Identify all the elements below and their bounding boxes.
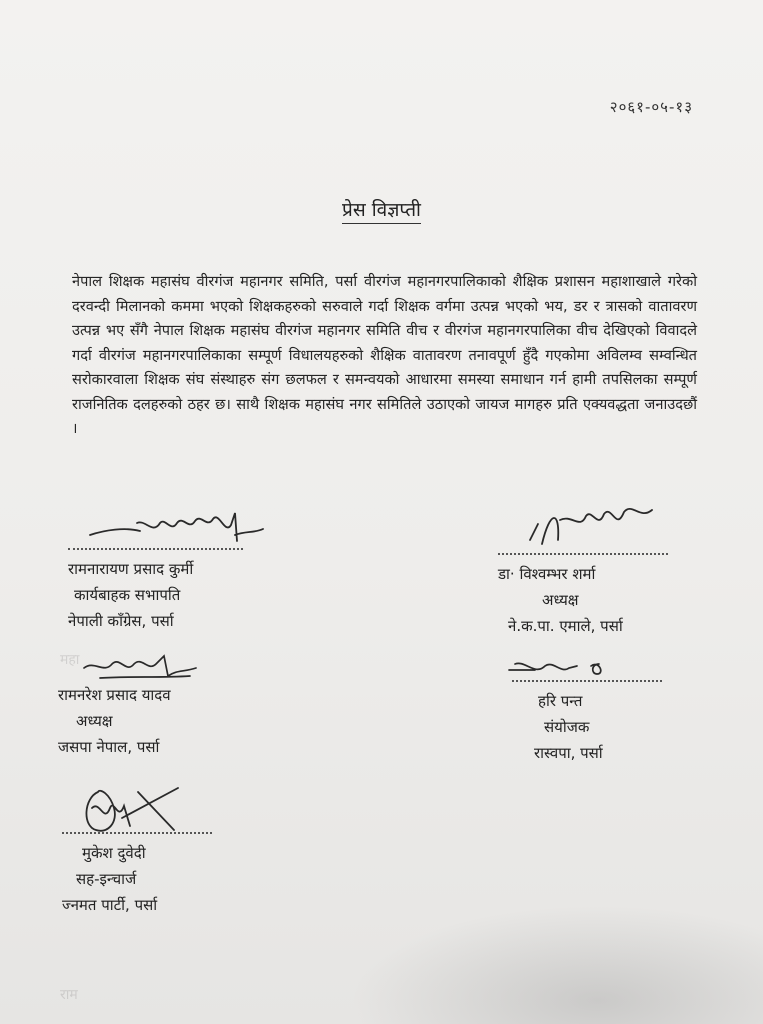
signatory-position: सह-इन्चार्ज <box>76 870 137 888</box>
signatory-name: हरि पन्त <box>538 692 583 710</box>
signatory-position: अध्यक्ष <box>542 591 579 609</box>
document-title: प्रेस विज्ञप्ती <box>0 196 763 222</box>
signatory-party: नेपाली काँग्रेस, पर्सा <box>68 612 174 630</box>
bleed-through-mark: महा <box>60 652 80 668</box>
document-body: नेपाल शिक्षक महासंघ वीरगंज महानगर समिति, पर्सा वीरगंज महानगरपालिकाको शैक्षिक प्रशासन महाशाखाले गरेको दरवन्दी मिलानको कममा भएको शिक्षकहरुको सरुवाले गर्दा शिक्षक वर्गमा उत्पन्न भएको भय, डर र त्रासको वातावरण उत्पन्न भए सँगै नेपाल शिक्षक महासंघ वीरगंज महानगर समिति वीच र वीरगंज महानगरपालिका वीच देखिएको विवादले गर्दा वीरगंज महानगरपालिकाका सम्पूर्ण विधालयहरुको शैक्षिक वातावरण तनावपूर्ण हुँदै गएकोमा अविलम्व सम्वन्धित सरोकारवाला शिक्षक संघ संस्थाहरु संग छलफल र समन्वयको आधारमा समस्या समाधान गर्न हामी तपसिलका सम्पूर्ण राजनितिक दलहरुको ठहर छ। साथै शिक्षक महासंघ नगर समितिले उठाएको जायज मागहरु प्रति एक्यवद्धता जनाउदछौं । <box>72 273 697 437</box>
document-date: २०६१-०५-१३ <box>609 98 693 116</box>
signature-line <box>498 553 668 555</box>
signatory-name: मुकेश दुवेदी <box>82 844 146 862</box>
signature-line <box>62 832 212 834</box>
signatory-block <box>62 832 212 918</box>
signatory-block <box>512 680 662 766</box>
signature-image <box>85 505 265 553</box>
signature-image <box>80 650 200 684</box>
signatory-party: जसपा नेपाल, पर्सा <box>58 738 160 756</box>
signatory-party: रास्वपा, पर्सा <box>534 744 603 762</box>
signatory-position: संयोजक <box>544 718 590 736</box>
signatory-block <box>498 553 668 639</box>
signatory-party: ज्नमत पार्टी, पर्सा <box>62 896 158 914</box>
signature-line <box>68 548 243 550</box>
signatory-position: अध्यक्ष <box>76 712 113 730</box>
signatory-name: रामनारायण प्रसाद कुर्मी <box>68 560 194 578</box>
signature-image <box>520 500 660 552</box>
signatory-name: रामनरेश प्रसाद यादव <box>58 686 171 704</box>
signatory-position: कार्यबाहक सभापति <box>74 586 181 604</box>
signatory-name: डा· विश्वम्भर शर्मा <box>498 565 596 583</box>
signature-line <box>512 680 662 682</box>
signatory-block <box>68 548 243 634</box>
signature-image <box>78 778 188 836</box>
shadow <box>350 905 763 1024</box>
bleed-through-mark: राम <box>60 987 78 1003</box>
signatory-party: ने.क.पा. एमाले, पर्सा <box>508 617 623 635</box>
signatory-block <box>58 682 218 760</box>
